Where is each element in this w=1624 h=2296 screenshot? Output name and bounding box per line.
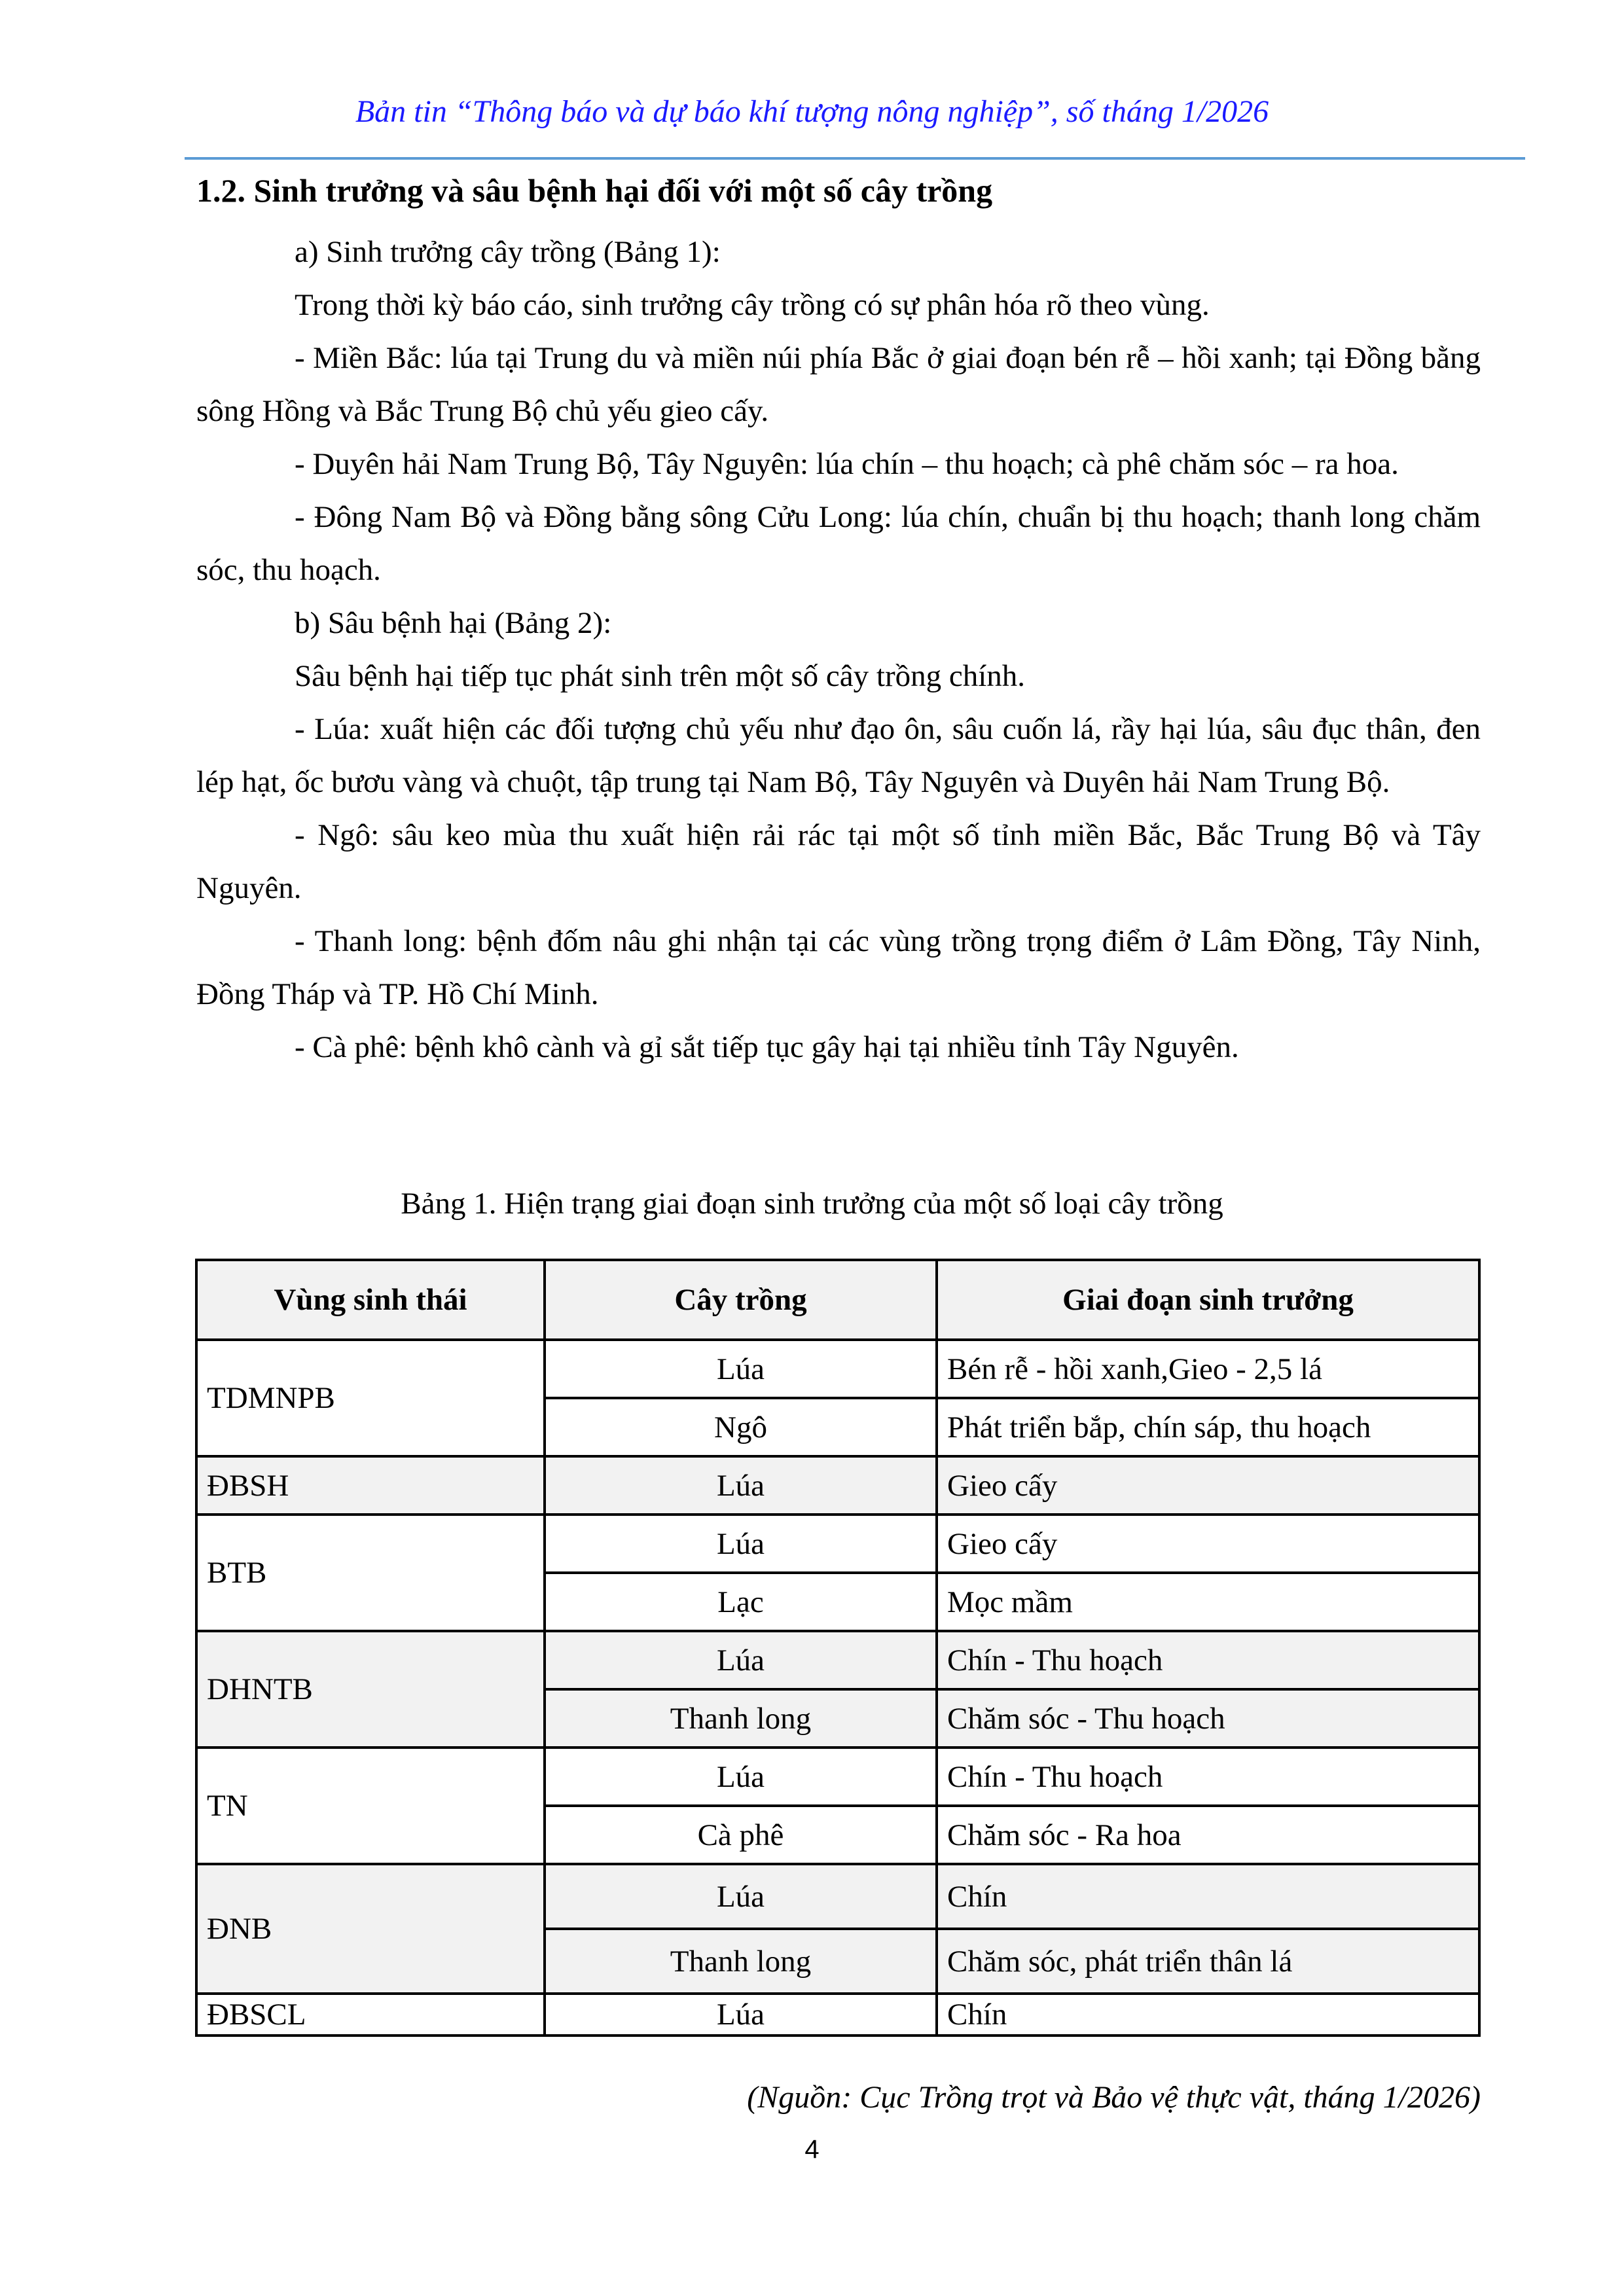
running-header: Bản tin “Thông báo và dự báo khí tượng nông nghiệp”, số tháng 1/2026 [355,94,1269,129]
crop-cell: Thanh long [545,1929,937,1994]
table-row [196,1515,1479,1573]
paragraph: Trong thời kỳ báo cáo, sinh trưởng cây trồng có sự phân hóa rõ theo vùng. [295,288,1210,322]
stage-cell: Chín [937,1864,1479,1929]
crop-cell: Lúa [545,1456,937,1515]
bullet-lua: - Lúa: xuất hiện các đối tượng chủ yếu như đạo ôn, sâu cuốn lá, rầy hại lúa, sâu đục thân, đen lép hạt, ốc bươu vàng và chuột, tập trung tại Nam Bộ, Tây Nguyên và Duyên hải Nam Trung Bộ. [196,712,1481,799]
bullet-dnb-dbscl: - Đông Nam Bộ và Đồng bằng sông Cửu Long: lúa chín, chuẩn bị thu hoạch; thanh long chăm sóc, thu hoạch. [196,500,1481,587]
crop-cell: Ngô [545,1398,937,1456]
stage-cell: Mọc mầm [937,1573,1479,1631]
stage-cell: Chín [937,1994,1479,2036]
table-row [196,1340,1479,1398]
body-text [196,226,1481,1074]
stage-cell: Bén rễ - hồi xanh,Gieo - 2,5 lá [937,1340,1479,1398]
header-rule [185,157,1525,160]
region-cell: ĐBSCL [196,1994,545,2036]
bullet-thanh-long: - Thanh long: bệnh đốm nâu ghi nhận tại các vùng trồng trọng điểm ở Lâm Đồng, Tây Ninh, Đồng Tháp và TP. Hồ Chí Minh. [196,924,1481,1011]
stage-cell: Gieo cấy [937,1456,1479,1515]
crop-cell: Lúa [545,1515,937,1573]
paragraph: Sâu bệnh hại tiếp tục phát sinh trên một số cây trồng chính. [295,659,1026,693]
bullet-mien-bac: - Miền Bắc: lúa tại Trung du và miền núi phía Bắc ở giai đoạn bén rễ – hồi xanh; tại Đồng bằng sông Hồng và Bắc Trung Bộ chủ yếu gieo cấy. [196,341,1481,428]
stage-cell: Phát triển bắp, chín sáp, thu hoạch [937,1398,1479,1456]
header-crop: Cây trồng [545,1260,937,1340]
stage-cell: Chăm sóc, phát triển thân lá [937,1929,1479,1994]
region-cell: BTB [196,1515,545,1631]
growth-stage-table [195,1259,1481,2037]
table-row [196,1748,1479,1806]
crop-cell: Lúa [545,1994,937,2036]
region-cell: TN [196,1748,545,1864]
bullet-ca-phe: - Cà phê: bệnh khô cành và gỉ sắt tiếp tục gây hại tại nhiều tỉnh Tây Nguyên. [295,1030,1239,1064]
region-cell: ĐBSH [196,1456,545,1515]
table-row [196,1994,1479,2036]
crop-cell: Lúa [545,1748,937,1806]
crop-cell: Lúa [545,1864,937,1929]
crop-cell: Thanh long [545,1689,937,1748]
region-cell: ĐNB [196,1864,545,1994]
header-region: Vùng sinh thái [196,1260,545,1340]
crop-cell: Cà phê [545,1806,937,1864]
table-header-row [196,1260,1479,1340]
region-cell: DHNTB [196,1631,545,1748]
bullet-dhntb-tn: - Duyên hải Nam Trung Bộ, Tây Nguyên: lúa chín – thu hoạch; cà phê chăm sóc – ra hoa. [295,447,1399,481]
region-cell: TDMNPB [196,1340,545,1456]
subheading-pests: b) Sâu bệnh hại (Bảng 2): [295,606,612,640]
stage-cell: Chăm sóc - Thu hoạch [937,1689,1479,1748]
stage-cell: Gieo cấy [937,1515,1479,1573]
page-number: 4 [804,2135,820,2164]
header-stage: Giai đoạn sinh trưởng [937,1260,1479,1340]
subheading-growth: a) Sinh trưởng cây trồng (Bảng 1): [295,235,721,269]
table-row [196,1631,1479,1689]
stage-cell: Chín - Thu hoạch [937,1631,1479,1689]
bullet-ngo: - Ngô: sâu keo mùa thu xuất hiện rải rác tại một số tỉnh miền Bắc, Bắc Trung Bộ và Tây Nguyên. [196,818,1481,905]
source-note: (Nguồn: Cục Trồng trọt và Bảo vệ thực vật, tháng 1/2026) [747,2080,1481,2115]
crop-cell: Lúa [545,1340,937,1398]
stage-cell: Chín - Thu hoạch [937,1748,1479,1806]
crop-cell: Lạc [545,1573,937,1631]
stage-cell: Chăm sóc - Ra hoa [937,1806,1479,1864]
section-heading: 1.2. Sinh trưởng và sâu bệnh hại đối với một số cây trồng [196,172,993,209]
table-caption: Bảng 1. Hiện trạng giai đoạn sinh trưởng của một số loại cây trồng [401,1187,1223,1221]
crop-cell: Lúa [545,1631,937,1689]
table-row [196,1456,1479,1515]
table-row [196,1864,1479,1929]
